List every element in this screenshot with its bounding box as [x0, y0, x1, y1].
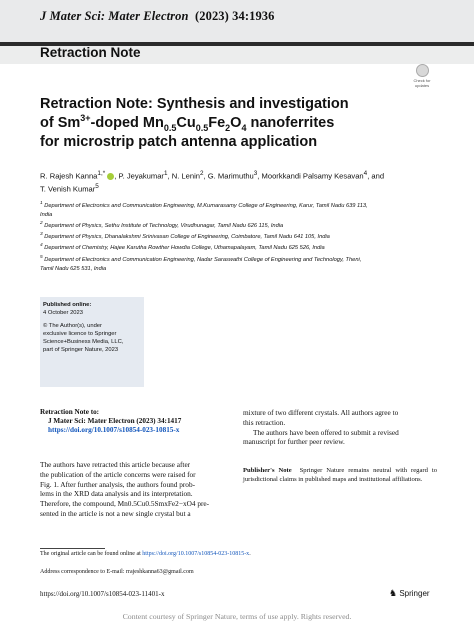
- affiliation-text: Department of Electronics and Communication Engineering, Nadar Saraswathi College of Engineering and Technology, Theni,: [44, 256, 362, 263]
- author-sup: 2: [200, 170, 204, 177]
- title-fragment: of Sm: [40, 115, 81, 131]
- author-name[interactable]: , P. Jeyakumar: [114, 171, 164, 181]
- publication-info-box: [40, 297, 144, 387]
- footnote-text: .: [249, 551, 251, 557]
- author-name[interactable]: R. Rajesh Kanna: [40, 171, 98, 181]
- journal-year: (2023) 34:1936: [194, 9, 275, 23]
- correspondence-note: Address correspondence to E-mail: rrajeshkanna63@gmail.com: [40, 569, 194, 575]
- body-line: Therefore, the compound, Mn0.5Cu0.5SmxFe2−xO4 pre-: [40, 499, 210, 509]
- body-line: Fig. 1. After further analysis, the authors found prob-: [40, 479, 196, 489]
- title-sub: 4: [241, 122, 247, 133]
- body-line: sented in the article is not a new single crystal but a: [40, 508, 191, 518]
- publisher-note-text: Springer Nature remains neutral with regard to jurisdictional claims in published maps and institutional affiliations.: [243, 467, 437, 483]
- body-line: The authors have retracted this article because after: [40, 460, 191, 469]
- publisher-note: [243, 466, 437, 484]
- author-conjunction: , and: [367, 171, 385, 181]
- affiliation-text: India: [40, 212, 53, 219]
- body-line: manuscript for further peer review.: [243, 437, 345, 447]
- author-sup: 4: [363, 170, 368, 177]
- body-line: the publication of the article concerns were raised for: [40, 469, 196, 479]
- check-updates-label: Check for updates: [413, 78, 431, 88]
- license-line: Science+Business Media, LLC,: [43, 339, 124, 345]
- journal-citation: [40, 9, 275, 24]
- check-for-updates-button[interactable]: [410, 64, 434, 88]
- affiliation-text: Department of Physics, Sethu Institute of Technology, Virudhunagar, Tamil Nadu 626 115, India: [44, 223, 284, 230]
- author-sup: 3: [253, 170, 258, 177]
- license-line: © The Author(s), under: [43, 323, 102, 329]
- original-article-link[interactable]: https://doi.org/10.1007/s10854-023-10815-x: [142, 551, 250, 557]
- body-right-column: [243, 408, 437, 447]
- author-name[interactable]: , G. Marimuthu: [203, 171, 254, 181]
- affiliation-item: [40, 254, 460, 264]
- affiliation-text: Department of Physics, Dhanalakshmi Srinivasan College of Engineering, Coimbatore, Tamil Nadu 641 105, India: [44, 234, 330, 241]
- body-line: mixture of two different crystals. All authors agree to: [243, 408, 399, 417]
- affiliation-item: [40, 220, 460, 230]
- footnote-rule: [40, 548, 105, 549]
- body-line: this retraction.: [243, 417, 286, 427]
- springer-knight-icon: ♞: [389, 588, 398, 598]
- check-updates-icon: [416, 64, 429, 77]
- license-line: exclusive licence to Springer: [43, 331, 117, 337]
- retraction-label: Retraction Note to:: [40, 408, 100, 416]
- author-name[interactable]: , Moorkkandi Palsamy Kesavan: [257, 171, 364, 181]
- title-fragment: Cu: [176, 115, 196, 131]
- affiliations: [40, 200, 460, 274]
- body-left-column: [40, 460, 229, 519]
- journal-name: J Mater Sci: Mater Electron: [40, 9, 189, 23]
- affiliation-text: Department of Chemistry, Hajee Karutha Rowther Howdia College, Uthamapalayam, Tamil Nadu 625 526, India: [44, 245, 325, 252]
- springer-name: Springer: [399, 589, 430, 598]
- affiliation-number: 3: [40, 232, 43, 238]
- section-label: Retraction Note: [40, 45, 141, 60]
- retraction-journal: J Mater Sci: Mater Electron (2023) 34:1417: [48, 417, 182, 425]
- publisher-note-label: Publisher's Note: [243, 467, 292, 474]
- license-text: [43, 322, 141, 354]
- affiliation-number: 5: [40, 254, 43, 260]
- courtesy-notice: Content courtesy of Springer Nature, terms of use apply. Rights reserved.: [122, 612, 352, 621]
- title-sub: 0.5: [163, 122, 177, 133]
- original-article-note: [40, 551, 251, 557]
- published-date: 4 October 2023: [43, 310, 83, 316]
- title-sub: 0.5: [195, 122, 209, 133]
- title-sup: 3+: [80, 113, 91, 124]
- affiliation-text: Department of Electronics and Communication Engineering, M.Kumarasamy College of Engineering, Karur, Tamil Nadu 639 113,: [44, 202, 368, 209]
- affiliation-number: 4: [40, 243, 43, 249]
- author-sup: 1: [163, 170, 168, 177]
- author-list: [40, 169, 450, 195]
- affiliation-text: Tamil Nadu 625 531, India: [40, 265, 107, 272]
- title-fragment: nanoferrites: [246, 115, 335, 131]
- affiliation-number: 1: [40, 201, 43, 206]
- title-line-2: [40, 114, 445, 133]
- author-sup: 5: [95, 183, 99, 191]
- journal-header: [0, 0, 474, 42]
- affiliation-item: [40, 231, 460, 241]
- affiliation-item: [40, 242, 460, 252]
- retraction-reference: [40, 408, 181, 435]
- affiliation-item: [40, 265, 460, 273]
- body-line: lems in the XRD data analysis and its interpretation.: [40, 489, 193, 499]
- published-label: Published online:: [43, 302, 92, 308]
- retraction-doi-link[interactable]: https://doi.org/10.1007/s10854-023-10815-x: [48, 426, 180, 434]
- author-name[interactable]: T. Venish Kumar: [40, 184, 96, 194]
- license-line: part of Springer Nature, 2023: [43, 347, 119, 353]
- article-title: [40, 95, 445, 152]
- title-line-1: Retraction Note: Synthesis and investigation: [40, 96, 349, 112]
- affiliation-item: [40, 200, 460, 210]
- author-sup: 1,*: [97, 170, 106, 177]
- springer-logo: [389, 588, 430, 599]
- article-doi[interactable]: https://doi.org/10.1007/s10854-023-11401-x: [40, 590, 165, 598]
- title-fragment: O: [230, 115, 242, 131]
- title-sub: 2: [225, 122, 231, 133]
- body-line: The authors have been offered to submit a revised: [253, 427, 399, 437]
- title-fragment: -doped Mn: [90, 115, 164, 131]
- title-fragment: Fe: [208, 115, 226, 131]
- title-line-3: for microstrip patch antenna application: [40, 134, 318, 150]
- affiliation-number: 2: [40, 221, 43, 227]
- author-name[interactable]: , N. Lenin: [167, 171, 201, 181]
- footnote-text: The original article can be found online at: [40, 551, 143, 557]
- affiliation-item: [40, 211, 460, 219]
